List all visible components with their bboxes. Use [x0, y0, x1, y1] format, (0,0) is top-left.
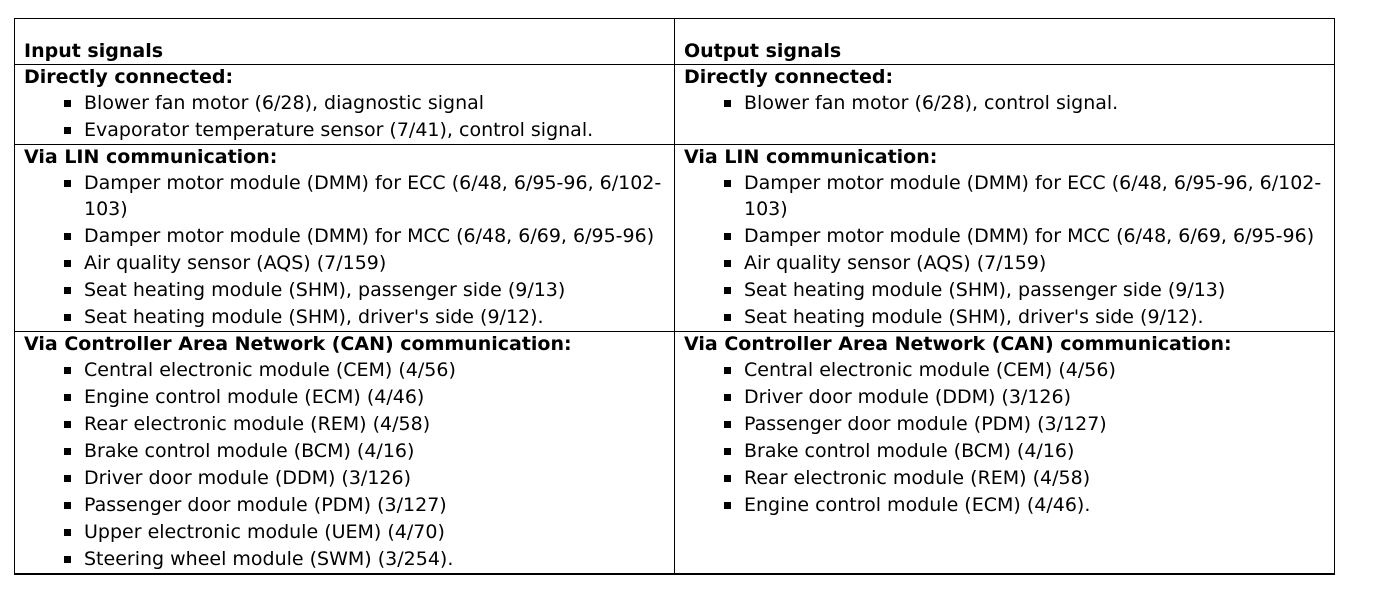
input-cell-lin: [15, 145, 675, 332]
list-item-text: Seat heating module (SHM), passenger side (9/13): [744, 279, 1226, 301]
bullet-icon: [724, 100, 731, 107]
list-item: [724, 411, 1325, 438]
bullet-icon: [724, 421, 731, 428]
bullet-icon: [64, 448, 71, 455]
list-item-text: Damper motor module (DMM) for MCC (6/48, 6/69, 6/95-96): [84, 225, 655, 247]
signal-list: [684, 90, 1325, 117]
list-item-text: Rear electronic module (REM) (4/58): [84, 413, 431, 435]
list-item-text: Passenger door module (PDM) (3/127): [84, 494, 447, 516]
bullet-icon: [64, 260, 71, 267]
list-item-text: Central electronic module (CEM) (4/56): [744, 359, 1116, 381]
list-item: [724, 465, 1325, 492]
section-title: Via Controller Area Network (CAN) communication:: [24, 333, 572, 355]
list-item-text: Seat heating module (SHM), driver's side (9/12).: [744, 306, 1204, 328]
section-title: Via LIN communication:: [24, 146, 278, 168]
bullet-icon: [64, 421, 71, 428]
list-item: [64, 170, 665, 223]
bullet-icon: [64, 475, 71, 482]
bullet-icon: [64, 127, 71, 134]
list-item: [64, 357, 665, 384]
input-signals-header: Input signals: [24, 40, 164, 62]
list-item: [724, 438, 1325, 465]
list-item-text: Brake control module (BCM) (4/16): [84, 440, 415, 462]
header-row: [15, 19, 1335, 65]
list-item: [64, 304, 665, 331]
list-item-text: Air quality sensor (AQS) (7/159): [84, 252, 387, 274]
section-title: Via LIN communication:: [684, 146, 938, 168]
bullet-icon: [64, 100, 71, 107]
bullet-icon: [64, 529, 71, 536]
signal-list: [684, 357, 1325, 519]
list-item: [64, 465, 665, 492]
list-item: [64, 519, 665, 546]
list-item-text: Air quality sensor (AQS) (7/159): [744, 252, 1047, 274]
list-item: [724, 357, 1325, 384]
list-item-text: Damper motor module (DMM) for ECC (6/48, 6/95-96, 6/102-103): [744, 172, 1322, 220]
list-item-text: Rear electronic module (REM) (4/58): [744, 467, 1091, 489]
list-item-text: Driver door module (DDM) (3/126): [84, 467, 412, 489]
list-item-text: Upper electronic module (UEM) (4/70): [84, 521, 445, 543]
section-title: Via Controller Area Network (CAN) communication:: [684, 333, 1232, 355]
list-item-text: Driver door module (DDM) (3/126): [744, 386, 1072, 408]
list-item: [724, 384, 1325, 411]
bullet-icon: [64, 180, 71, 187]
section-title: Directly connected:: [684, 66, 894, 88]
list-item-text: Seat heating module (SHM), driver's side (9/12).: [84, 306, 544, 328]
list-item: [64, 223, 665, 250]
list-item-text: Blower fan motor (6/28), control signal.: [744, 92, 1119, 114]
list-item: [724, 492, 1325, 519]
section-title: Directly connected:: [24, 66, 234, 88]
section-row-lin: [15, 145, 1335, 332]
list-item-text: Engine control module (ECM) (4/46).: [744, 494, 1091, 516]
output-signals-header: Output signals: [684, 40, 842, 62]
signal-list: [684, 170, 1325, 331]
list-item-text: Engine control module (ECM) (4/46): [84, 386, 425, 408]
list-item: [724, 223, 1325, 250]
input-cell-can: [15, 332, 675, 575]
list-item-text: Steering wheel module (SWM) (3/254).: [84, 548, 454, 570]
bullet-icon: [724, 233, 731, 240]
bullet-icon: [64, 314, 71, 321]
list-item-text: Damper motor module (DMM) for ECC (6/48, 6/95-96, 6/102-103): [84, 172, 662, 220]
bullet-icon: [724, 260, 731, 267]
output-cell-can: [675, 332, 1335, 575]
bullet-icon: [724, 367, 731, 374]
list-item: [724, 90, 1325, 117]
bullet-icon: [724, 180, 731, 187]
bullet-icon: [64, 556, 71, 563]
list-item: [724, 170, 1325, 223]
signal-list: [24, 90, 665, 144]
list-item-text: Damper motor module (DMM) for MCC (6/48, 6/69, 6/95-96): [744, 225, 1315, 247]
bullet-icon: [724, 314, 731, 321]
list-item-text: Brake control module (BCM) (4/16): [744, 440, 1075, 462]
section-row-direct: [15, 65, 1335, 145]
list-item: [64, 277, 665, 304]
bullet-icon: [724, 448, 731, 455]
list-item-text: Seat heating module (SHM), passenger side (9/13): [84, 279, 566, 301]
list-item-text: Passenger door module (PDM) (3/127): [744, 413, 1107, 435]
list-item-text: Central electronic module (CEM) (4/56): [84, 359, 456, 381]
list-item-text: Blower fan motor (6/28), diagnostic signal: [84, 92, 485, 114]
list-item: [64, 438, 665, 465]
list-item: [64, 117, 665, 144]
list-item-text: Evaporator temperature sensor (7/41), control signal.: [84, 119, 594, 141]
signals-table: [14, 18, 1335, 575]
bullet-icon: [64, 502, 71, 509]
bullet-icon: [64, 367, 71, 374]
signal-list: [24, 170, 665, 331]
bullet-icon: [724, 502, 731, 509]
signal-list: [24, 357, 665, 573]
bullet-icon: [64, 394, 71, 401]
bullet-icon: [64, 233, 71, 240]
list-item: [64, 411, 665, 438]
list-item: [724, 304, 1325, 331]
output-header-cell: [675, 19, 1335, 65]
list-item: [64, 546, 665, 573]
bullet-icon: [64, 287, 71, 294]
list-item: [64, 90, 665, 117]
output-cell-direct: [675, 65, 1335, 145]
bullet-icon: [724, 475, 731, 482]
list-item: [64, 384, 665, 411]
section-row-can: [15, 332, 1335, 575]
list-item: [64, 492, 665, 519]
list-item: [724, 250, 1325, 277]
list-item: [64, 250, 665, 277]
input-cell-direct: [15, 65, 675, 145]
bullet-icon: [724, 394, 731, 401]
output-cell-lin: [675, 145, 1335, 332]
bullet-icon: [724, 287, 731, 294]
list-item: [724, 277, 1325, 304]
input-header-cell: [15, 19, 675, 65]
